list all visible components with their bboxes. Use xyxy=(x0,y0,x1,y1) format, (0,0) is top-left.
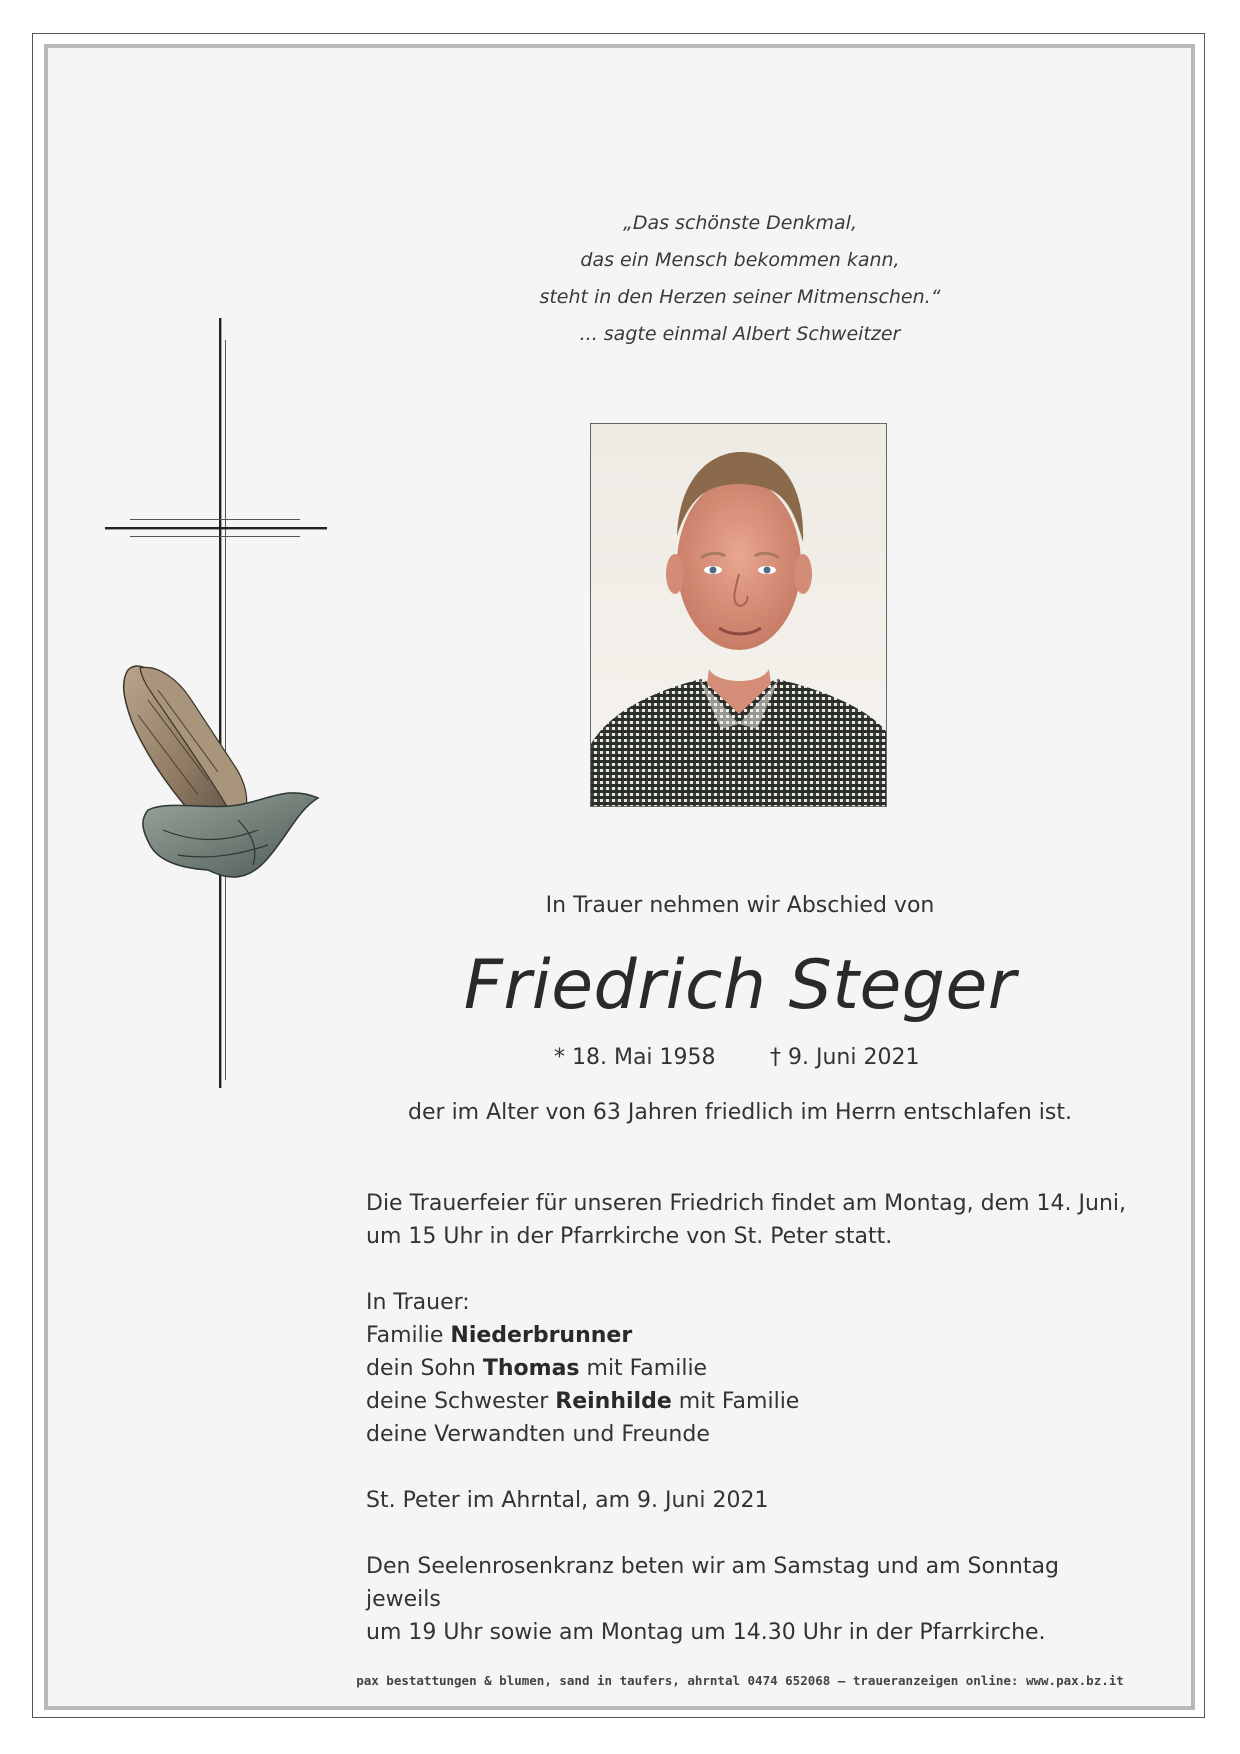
mourner-text: dein Sohn xyxy=(366,1356,483,1381)
mourner-row xyxy=(366,1352,1126,1385)
quote-block xyxy=(500,205,980,353)
funeral-line: um 15 Uhr in der Pfarrkirche von St. Peter statt. xyxy=(366,1224,893,1249)
announcement-body xyxy=(366,1187,1126,1649)
mourners-heading: In Trauer: xyxy=(366,1290,470,1315)
quote-line: steht in den Herzen seiner Mitmenschen.“ xyxy=(539,286,941,308)
intro-line: In Trauer nehmen wir Abschied von xyxy=(545,893,935,918)
mourner-name: Thomas xyxy=(482,1356,580,1381)
funeral-line: Die Trauerfeier für unseren Friedrich findet am Montag, dem 14. Juni, xyxy=(366,1191,1126,1216)
birth-date: * 18. Mai 1958 xyxy=(554,1045,716,1070)
quote-attribution: ... sagte einmal Albert Schweitzer xyxy=(579,323,901,345)
mourner-text: mit Familie xyxy=(671,1389,800,1414)
rosary-line: Den Seelenrosenkranz beten wir am Samstag und am Sonntag jeweils xyxy=(366,1554,1059,1612)
portrait-photo xyxy=(590,423,887,807)
mourner-text: Familie xyxy=(366,1323,451,1348)
rosary-line: um 19 Uhr sowie am Montag um 14.30 Uhr in der Pfarrkirche. xyxy=(366,1620,1046,1645)
mourner-name: Reinhilde xyxy=(555,1389,672,1414)
mourner-row: deine Verwandten und Freunde xyxy=(366,1422,710,1447)
mourner-row xyxy=(366,1319,1126,1352)
mourner-name: Niederbrunner xyxy=(450,1323,633,1348)
quote-line: „Das schönste Denkmal, xyxy=(622,212,858,234)
death-date: † 9. Juni 2021 xyxy=(770,1045,920,1070)
footer-imprint: pax bestattungen & blumen, sand in taufers, ahrntal 0474 652068 – traueranzeigen online: www.pax.bz.it xyxy=(356,1673,1124,1688)
mourner-text: mit Familie xyxy=(579,1356,708,1381)
praying-hands-icon xyxy=(118,660,328,890)
deceased-name: Friedrich Steger xyxy=(463,946,1017,1025)
place-date: St. Peter im Ahrntal, am 9. Juni 2021 xyxy=(366,1488,769,1513)
mourner-text: deine Schwester xyxy=(366,1389,556,1414)
age-line: der im Alter von 63 Jahren friedlich im Herrn entschlafen ist. xyxy=(408,1100,1072,1125)
quote-line: das ein Mensch bekommen kann, xyxy=(580,249,900,271)
mourner-row xyxy=(366,1385,1126,1418)
